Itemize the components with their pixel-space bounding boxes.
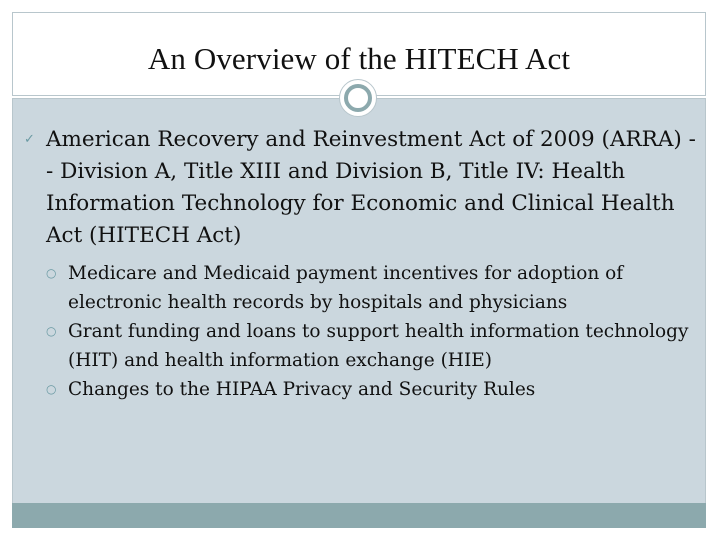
main-bullet-text: American Recovery and Reinvestment Act of 2009 (ARRA) -- Division A, Title XIII and Division B, Title IV: Health Information Technology for Economic and Clinical Health Act (HITECH Act) bbox=[46, 127, 696, 248]
footer-accent-bar bbox=[12, 503, 706, 528]
slide-title: An Overview of the HITECH Act bbox=[147, 41, 571, 76]
sub-bullet-item bbox=[46, 375, 696, 404]
ribbon-bullet-icon: ✓ bbox=[24, 132, 35, 147]
sub-bullet-item bbox=[46, 317, 696, 375]
ring-bullet-icon: ○ bbox=[46, 266, 57, 280]
sub-bullet-text: Medicare and Medicaid payment incentives for adoption of electronic health records by hospitals and physicians bbox=[68, 263, 624, 313]
ring-bullet-icon: ○ bbox=[46, 382, 57, 396]
circle-ornament-icon bbox=[339, 79, 377, 117]
sub-bullet-text: Grant funding and loans to support health information technology (HIT) and health information exchange (HIE) bbox=[68, 321, 689, 371]
circle-ornament-ring bbox=[344, 84, 372, 112]
sub-bullet-item bbox=[46, 259, 696, 317]
main-bullet bbox=[24, 124, 696, 252]
sub-bullet-text: Changes to the HIPAA Privacy and Security Rules bbox=[68, 379, 536, 400]
sub-bullet-list bbox=[46, 259, 696, 404]
ring-bullet-icon: ○ bbox=[46, 324, 57, 338]
